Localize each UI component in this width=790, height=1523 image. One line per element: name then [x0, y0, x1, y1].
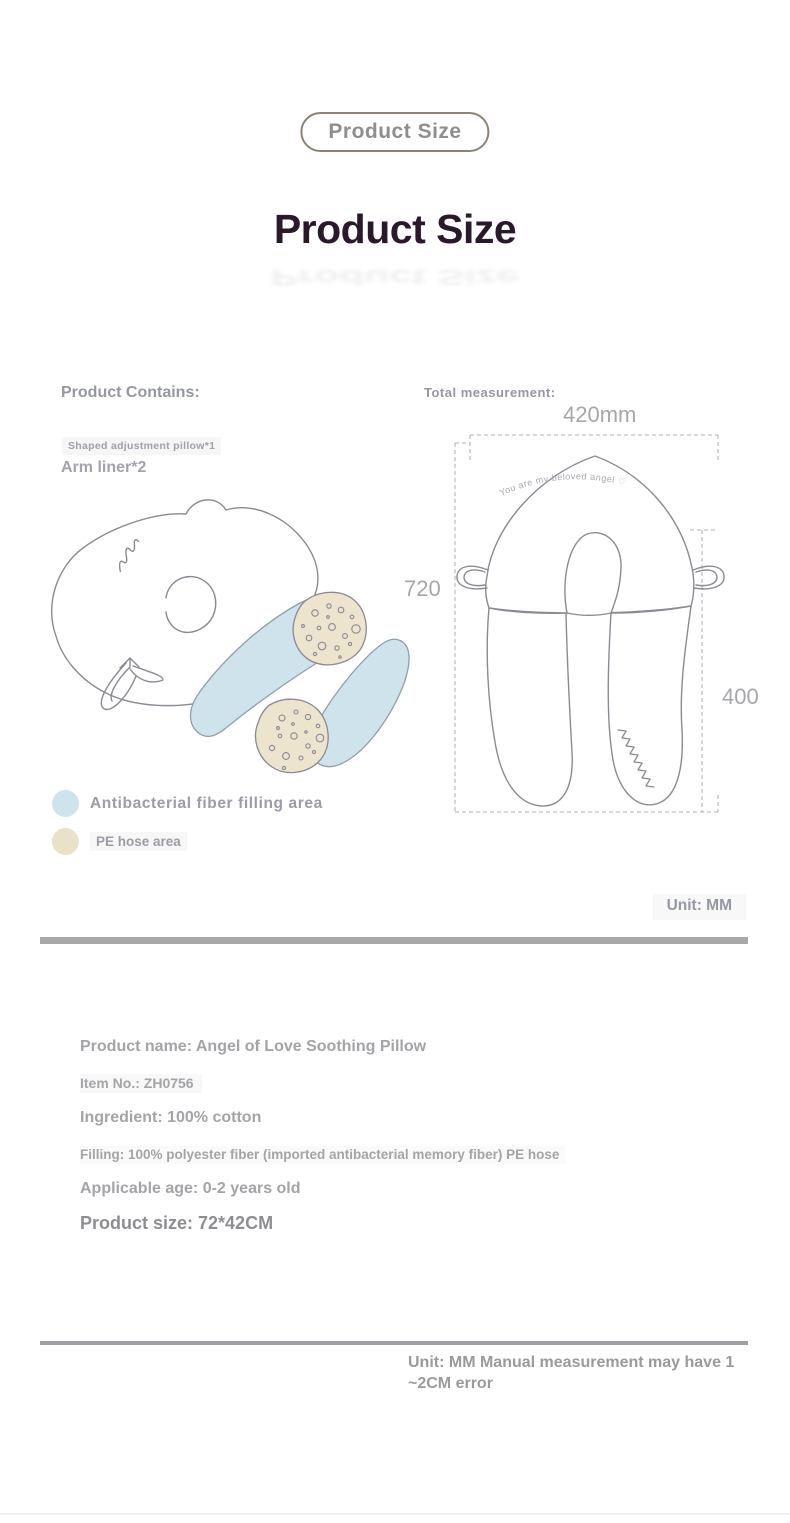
arm-liner-upper-beige-end: [293, 592, 366, 664]
detail-applicable-age: Applicable age: 0-2 years old: [80, 1180, 301, 1197]
section-badge: [300, 112, 489, 152]
total-measurement-heading: Total measurement:: [424, 385, 556, 400]
measurement-error-note: Unit: MM Manual measurement may have 1 ~2CM error: [408, 1354, 735, 1392]
pillow-embroidery-text: You are my beloved angel ♡: [497, 471, 628, 498]
antibacterial-area-swatch-icon: [52, 790, 79, 817]
legend-label-pe-hose: PE hose area: [90, 832, 187, 851]
height-dimension-label: 720: [404, 576, 441, 601]
divider-top: [40, 937, 748, 944]
left-tab-inner: [464, 570, 485, 586]
legend-item-pe-hose: [52, 828, 187, 855]
pe-hose-area-swatch-icon: [52, 828, 79, 855]
detail-product-size: Product size: 72*42CM: [80, 1213, 274, 1233]
pillow-front-outline: [457, 456, 724, 806]
side-dimension-label: 400: [722, 684, 759, 709]
right-tab-inner: [696, 570, 717, 586]
legend-label-antibacterial: Antibacterial fiber filling area: [90, 794, 323, 812]
legend-item-antibacterial: [52, 790, 323, 817]
detail-item-no: Item No.: ZH0756: [80, 1074, 202, 1093]
bottom-hairline: [0, 1513, 790, 1515]
detail-ingredient: Ingredient: 100% cotton: [80, 1109, 262, 1126]
pillow-left-leg: [487, 608, 572, 806]
pillow-right-leg: [608, 606, 691, 805]
product-contains-heading: Product Contains:: [61, 384, 200, 401]
contains-item-arm-liner: Arm liner*2: [61, 459, 147, 476]
detail-filling: Filling: 100% polyester fiber (imported antibacterial memory fiber) PE hose: [80, 1146, 565, 1164]
measurement-diagram: [385, 400, 765, 830]
page-title-reflection: Product Size: [270, 265, 520, 291]
width-dimension-label: 420mm: [563, 402, 637, 427]
detail-product-name: Product name: Angel of Love Soothing Pillow: [80, 1038, 427, 1055]
contains-item-shaped-pillow: Shaped adjustment pillow*1: [62, 437, 221, 455]
divider-bottom: [40, 1341, 748, 1345]
pillow-components-illustration: [38, 486, 412, 792]
unit-label: Unit: MM: [653, 894, 746, 920]
page-title: Product Size: [273, 206, 517, 252]
section-badge-label: Product Size: [328, 120, 462, 143]
